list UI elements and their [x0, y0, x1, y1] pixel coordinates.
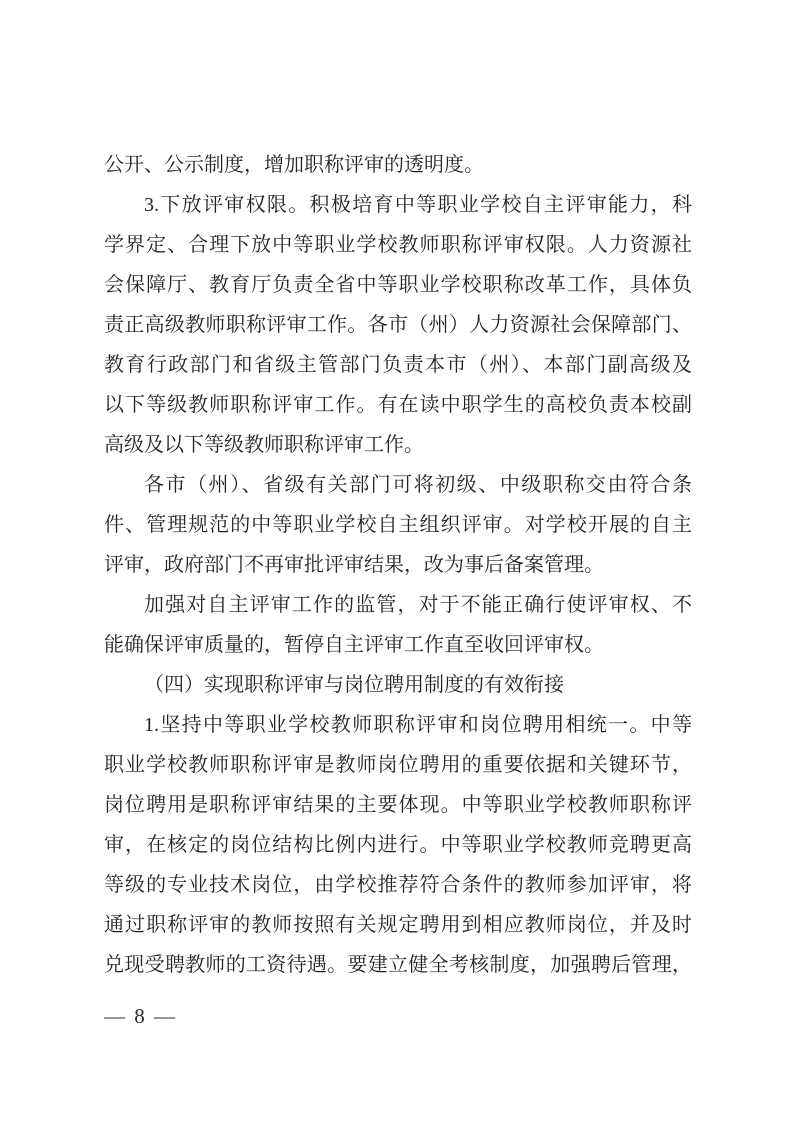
paragraph: [104, 585, 692, 665]
paragraph: [104, 145, 692, 185]
text-line: 会保障厅、教育厅负责全省中等职业学校职称改革工作，具体负: [104, 274, 692, 296]
text-line: 学界定、合理下放中等职业学校教师职称评审权限。人力资源社: [104, 234, 692, 256]
text-line: 1.坚持中等职业学校教师职称评审和岗位聘用相统一。中等: [144, 714, 692, 736]
page-number: — 8 —: [104, 1004, 177, 1028]
text-line: 各市（州）、省级有关部门可将初级、中级职称交由符合条: [144, 474, 692, 496]
text-line: 能确保评审质量的，暂停自主评审工作直至收回评审权。: [104, 634, 604, 656]
paragraph: [104, 465, 692, 585]
heading-line: （四）实现职称评审与岗位聘用制度的有效衔接: [144, 674, 564, 696]
text-line: 高级及以下等级教师职称评审工作。: [104, 434, 424, 456]
text-line: 教育行政部门和省级主管部门负责本市（州）、本部门副高级及: [104, 354, 692, 376]
text-line: 3.下放评审权限。积极培育中等职业学校自主评审能力，科: [144, 194, 692, 216]
text-line: 兑现受聘教师的工资待遇。要建立健全考核制度，加强聘后管理，: [104, 954, 692, 976]
text-line: 评审，政府部门不再审批评审结果，改为事后备案管理。: [104, 554, 604, 576]
text-line: 等级的专业技术岗位，由学校推荐符合条件的教师参加评审，将: [104, 874, 692, 896]
text-line: 审，在核定的岗位结构比例内进行。中等职业学校教师竞聘更高: [104, 834, 692, 856]
text-line: 责正高级教师职称评审工作。各市（州）人力资源社会保障部门、: [104, 314, 692, 336]
text-line: 加强对自主评审工作的监管，对于不能正确行使评审权、不: [144, 594, 692, 616]
text-line: 职业学校教师职称评审是教师岗位聘用的重要依据和关键环节，: [104, 754, 692, 776]
text-line: 以下等级教师职称评审工作。有在读中职学生的高校负责本校副: [104, 394, 692, 416]
text-line: 件、管理规范的中等职业学校自主组织评审。对学校开展的自主: [104, 514, 692, 536]
paragraph: [104, 705, 692, 985]
sub-section-heading: [104, 665, 692, 705]
text-line: 公开、公示制度，增加职称评审的透明度。: [104, 154, 484, 176]
text-line: 岗位聘用是职称评审结果的主要体现。中等职业学校教师职称评: [104, 794, 692, 816]
text-line: 通过职称评审的教师按照有关规定聘用到相应教师岗位，并及时: [104, 914, 692, 936]
paragraph: [104, 185, 692, 465]
body-text: [104, 145, 692, 985]
